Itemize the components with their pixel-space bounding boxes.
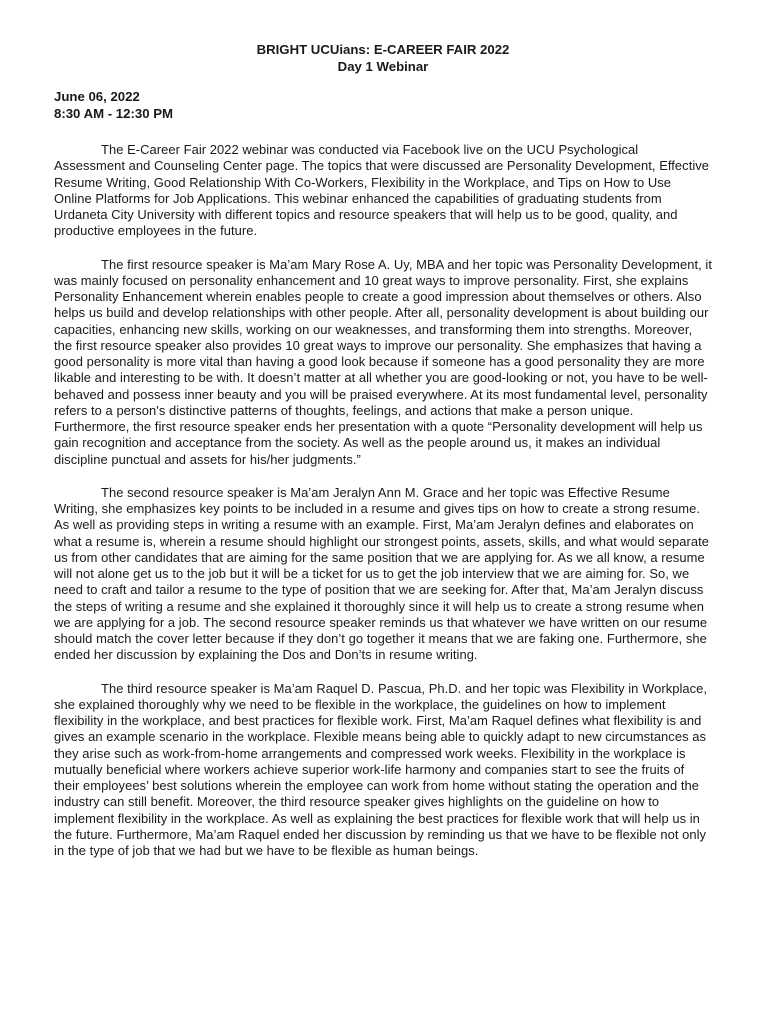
document-title: BRIGHT UCUians: E-CAREER FAIR 2022 (256, 42, 510, 57)
event-meta (54, 89, 712, 122)
event-date: June 06, 2022 (54, 89, 140, 104)
paragraph-first-speaker: The first resource speaker is Ma’am Mary Rose A. Uy, MBA and her topic was Personality Development, it was mainly focused on personality enhancement and 10 great ways to improve personality. First, she explains Personality Enhancement wherein enables people to create a good impression about themselves or others. Also helps us build and develop relationships with other people. After all, personality development is about building our capacities, enhancing new skills, working on our weaknesses, and transforming them into strengths. Moreover, the first resource speaker also provides 10 great ways to improve our personality. She emphasizes that having a good personality is more vital than having a good look because if someone has a good personality they are more likable and interesting to be with. It doesn’t matter at all whether you are good-looking or not, you have to be well-behaved and possess inner beauty and you will be praised everywhere. At its most fundamental level, personality refers to a person's distinctive patterns of thoughts, feelings, and actions that make a person unique. Furthermore, the first resource speaker ends her presentation with a quote “Personality development will help us gain recognition and acceptance from the society. As well as the people around us, it makes an individual discipline punctual and assets for his/her judgments.” (54, 256, 712, 467)
event-time: 8:30 AM - 12:30 PM (54, 105, 173, 121)
document-subtitle: Day 1 Webinar (337, 58, 429, 74)
paragraph-intro: The E-Career Fair 2022 webinar was conducted via Facebook live on the UCU Psychological Assessment and Counseling Center page. The topics that were discussed are Personality Development, Effective Resume Writing, Good Relationship With Co-Workers, Flexibility in the Workplace, and Tips on How to Use Online Platforms for Job Applications. This webinar enhanced the capabilities of graduating students from Urdaneta City University with different topics and resource speakers that will help us to be good, quality, and productive employees in the future. (54, 142, 710, 239)
paragraph-third-speaker: The third resource speaker is Ma’am Raquel D. Pascua, Ph.D. and her topic was Flexibility in Workplace, she explained thoroughly why we need to be flexible in the workplace, the guidelines on how to implement flexibility in the workplace, and best practices for flexible work. First, Ma’am Raquel defines what flexibility is and gives an example scenario in the workplace. Flexible means being able to quickly adapt to new circumstances as they arise such as work-from-home arrangements and compressed work weeks. Flexibility in the workplace is mutually beneficial where workers achieve superior work-life harmony and companies start to see the fruits of their employees’ best solutions wherein the employee can work from home without stating the operation and the industry can still benefit. Moreover, the third resource speaker gives highlights on the guideline on how to implement flexibility in the workplace. As well as explaining the best practices for flexible work that will help us in the future. Furthermore, Ma’am Raquel ended her discussion by reminding us that we have to be flexible not only in the type of job that we had but we have to be flexible as human beings. (54, 680, 708, 858)
paragraph-second-speaker: The second resource speaker is Ma’am Jeralyn Ann M. Grace and her topic was Effective Resume Writing, she emphasizes key points to be included in a resume and gives tips on how to create a strong resume. As well as providing steps in writing a resume with an example. First, Ma’am Jeralyn defines and elaborates on what a resume is, wherein a resume should highlight our strongest points, assets, skills, and what would separate us from other candidates that are aiming for the same position that we are applying for. As we all know, a resume will not alone get us to the job but it will be a ticket for us to get the job interview that we are aiming for. So, we need to craft and tailor a resume to the type of position that we are seeking for. After that, Ma’am Jeralyn discuss the steps of writing a resume and she explained it thoroughly since it will help us to create a strong resume when we are applying for a job. The second resource speaker reminds us that whatever we have written on our resume should match the cover letter because if they don’t go together it means that we are faking one. Furthermore, she ended her discussion by explaining the Dos and Don’ts in resume writing. (54, 484, 710, 663)
